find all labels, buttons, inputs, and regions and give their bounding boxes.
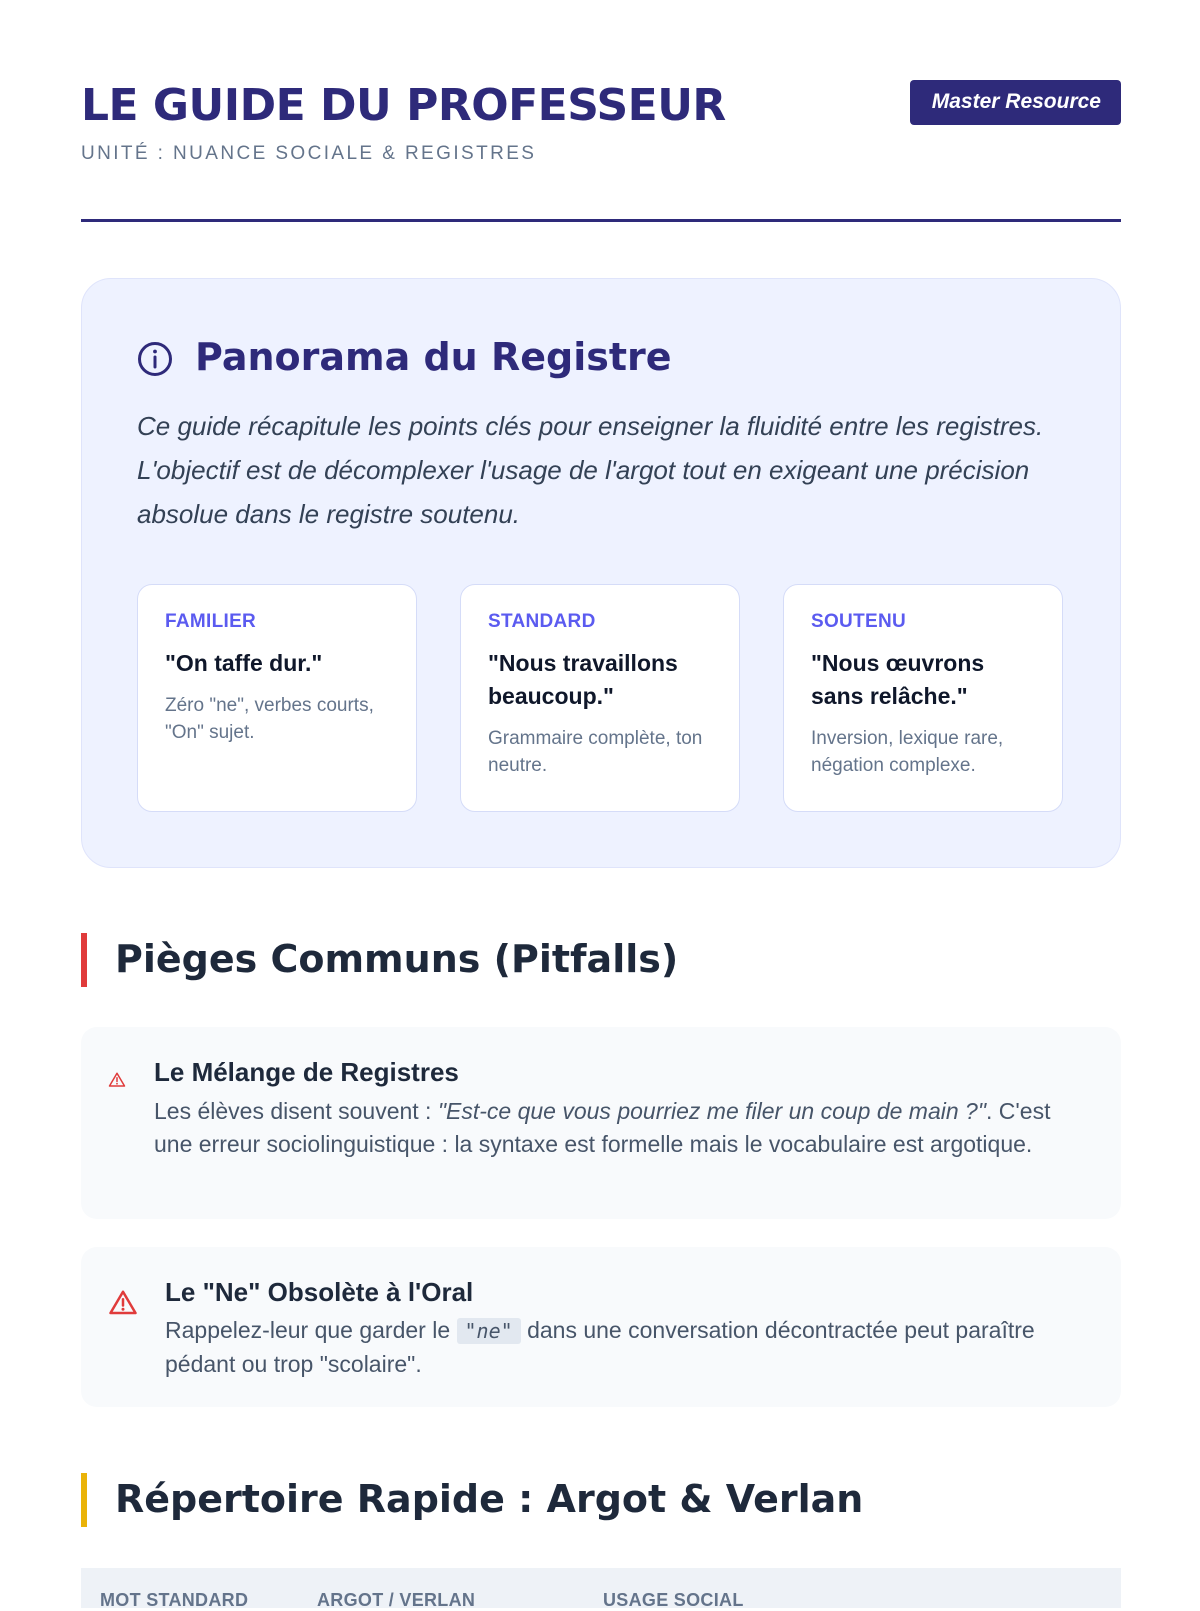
register-label: SOUTENU	[811, 611, 906, 632]
overview-title: Panorama du Registre	[195, 335, 672, 379]
code-snippet: "ne"	[457, 1318, 521, 1344]
register-label: FAMILIER	[165, 611, 257, 632]
column-header-usage: USAGE SOCIAL	[603, 1590, 744, 1610]
register-card-soutenu	[783, 584, 1063, 812]
register-note: Grammaire complète, ton neutre.	[488, 728, 703, 776]
overview-intro: Ce guide récapitule les points clés pour enseigner la fluidité entre les registres. L'objectif est de décomplexer l'usage de l'argot tout en exigeant une précision absolue dans le registre soutenu.	[137, 411, 1044, 529]
teacher-guide-page	[81, 0, 1121, 1610]
repertoire-section-heading	[81, 1473, 864, 1527]
register-note: Zéro "ne", verbes courts, "On" sujet.	[165, 695, 374, 743]
pitfall-text-after: . C'est une erreur sociolinguistique : la syntaxe est formelle mais le vocabulaire est argotique.	[154, 1098, 1051, 1157]
register-overview-card	[81, 278, 1121, 868]
pitfall-text-before: Rappelez-leur que garder le	[165, 1317, 457, 1343]
info-icon	[137, 341, 173, 377]
master-resource-badge: Master Resource	[910, 80, 1121, 125]
pitfall-title: Le "Ne" Obsolète à l'Oral	[165, 1277, 474, 1307]
pitfall-item	[81, 1027, 1121, 1219]
register-card-familier	[137, 584, 417, 812]
register-example: "Nous œuvrons sans relâche."	[811, 650, 985, 709]
register-card-standard	[460, 584, 740, 812]
repertoire-table-header	[81, 1568, 1121, 1608]
register-example: "On taffe dur."	[165, 650, 323, 676]
pitfall-item	[81, 1247, 1121, 1407]
document-subtitle: UNITÉ : NUANCE SOCIALE & REGISTRES	[81, 143, 537, 164]
pitfall-title: Le Mélange de Registres	[154, 1057, 459, 1087]
pitfall-description	[154, 1095, 1074, 1161]
document-title: LE GUIDE DU PROFESSEUR	[81, 80, 726, 131]
pitfall-text-before: Les élèves disent souvent :	[154, 1098, 438, 1124]
column-header-argot: ARGOT / VERLAN	[317, 1590, 476, 1610]
pitfalls-title: Pièges Communs (Pitfalls)	[115, 937, 679, 981]
pitfall-text-after: dans une conversation décontractée peut paraître pédant ou trop "scolaire".	[165, 1317, 1035, 1377]
column-header-standard: MOT STANDARD	[100, 1590, 249, 1610]
repertoire-title: Répertoire Rapide : Argot & Verlan	[115, 1477, 864, 1521]
register-label: STANDARD	[488, 611, 596, 632]
pitfall-quote: "Est-ce que vous pourriez me filer un coup de main ?"	[437, 1098, 987, 1124]
register-example: "Nous travaillons beaucoup."	[488, 650, 678, 709]
register-note: Inversion, lexique rare, négation complexe.	[811, 728, 1004, 776]
warning-icon	[108, 1071, 126, 1089]
pitfall-description	[165, 1314, 1065, 1381]
warning-icon	[108, 1288, 138, 1318]
page-header	[81, 0, 1121, 222]
pitfalls-section-heading	[81, 933, 679, 987]
header-divider	[81, 219, 1121, 222]
